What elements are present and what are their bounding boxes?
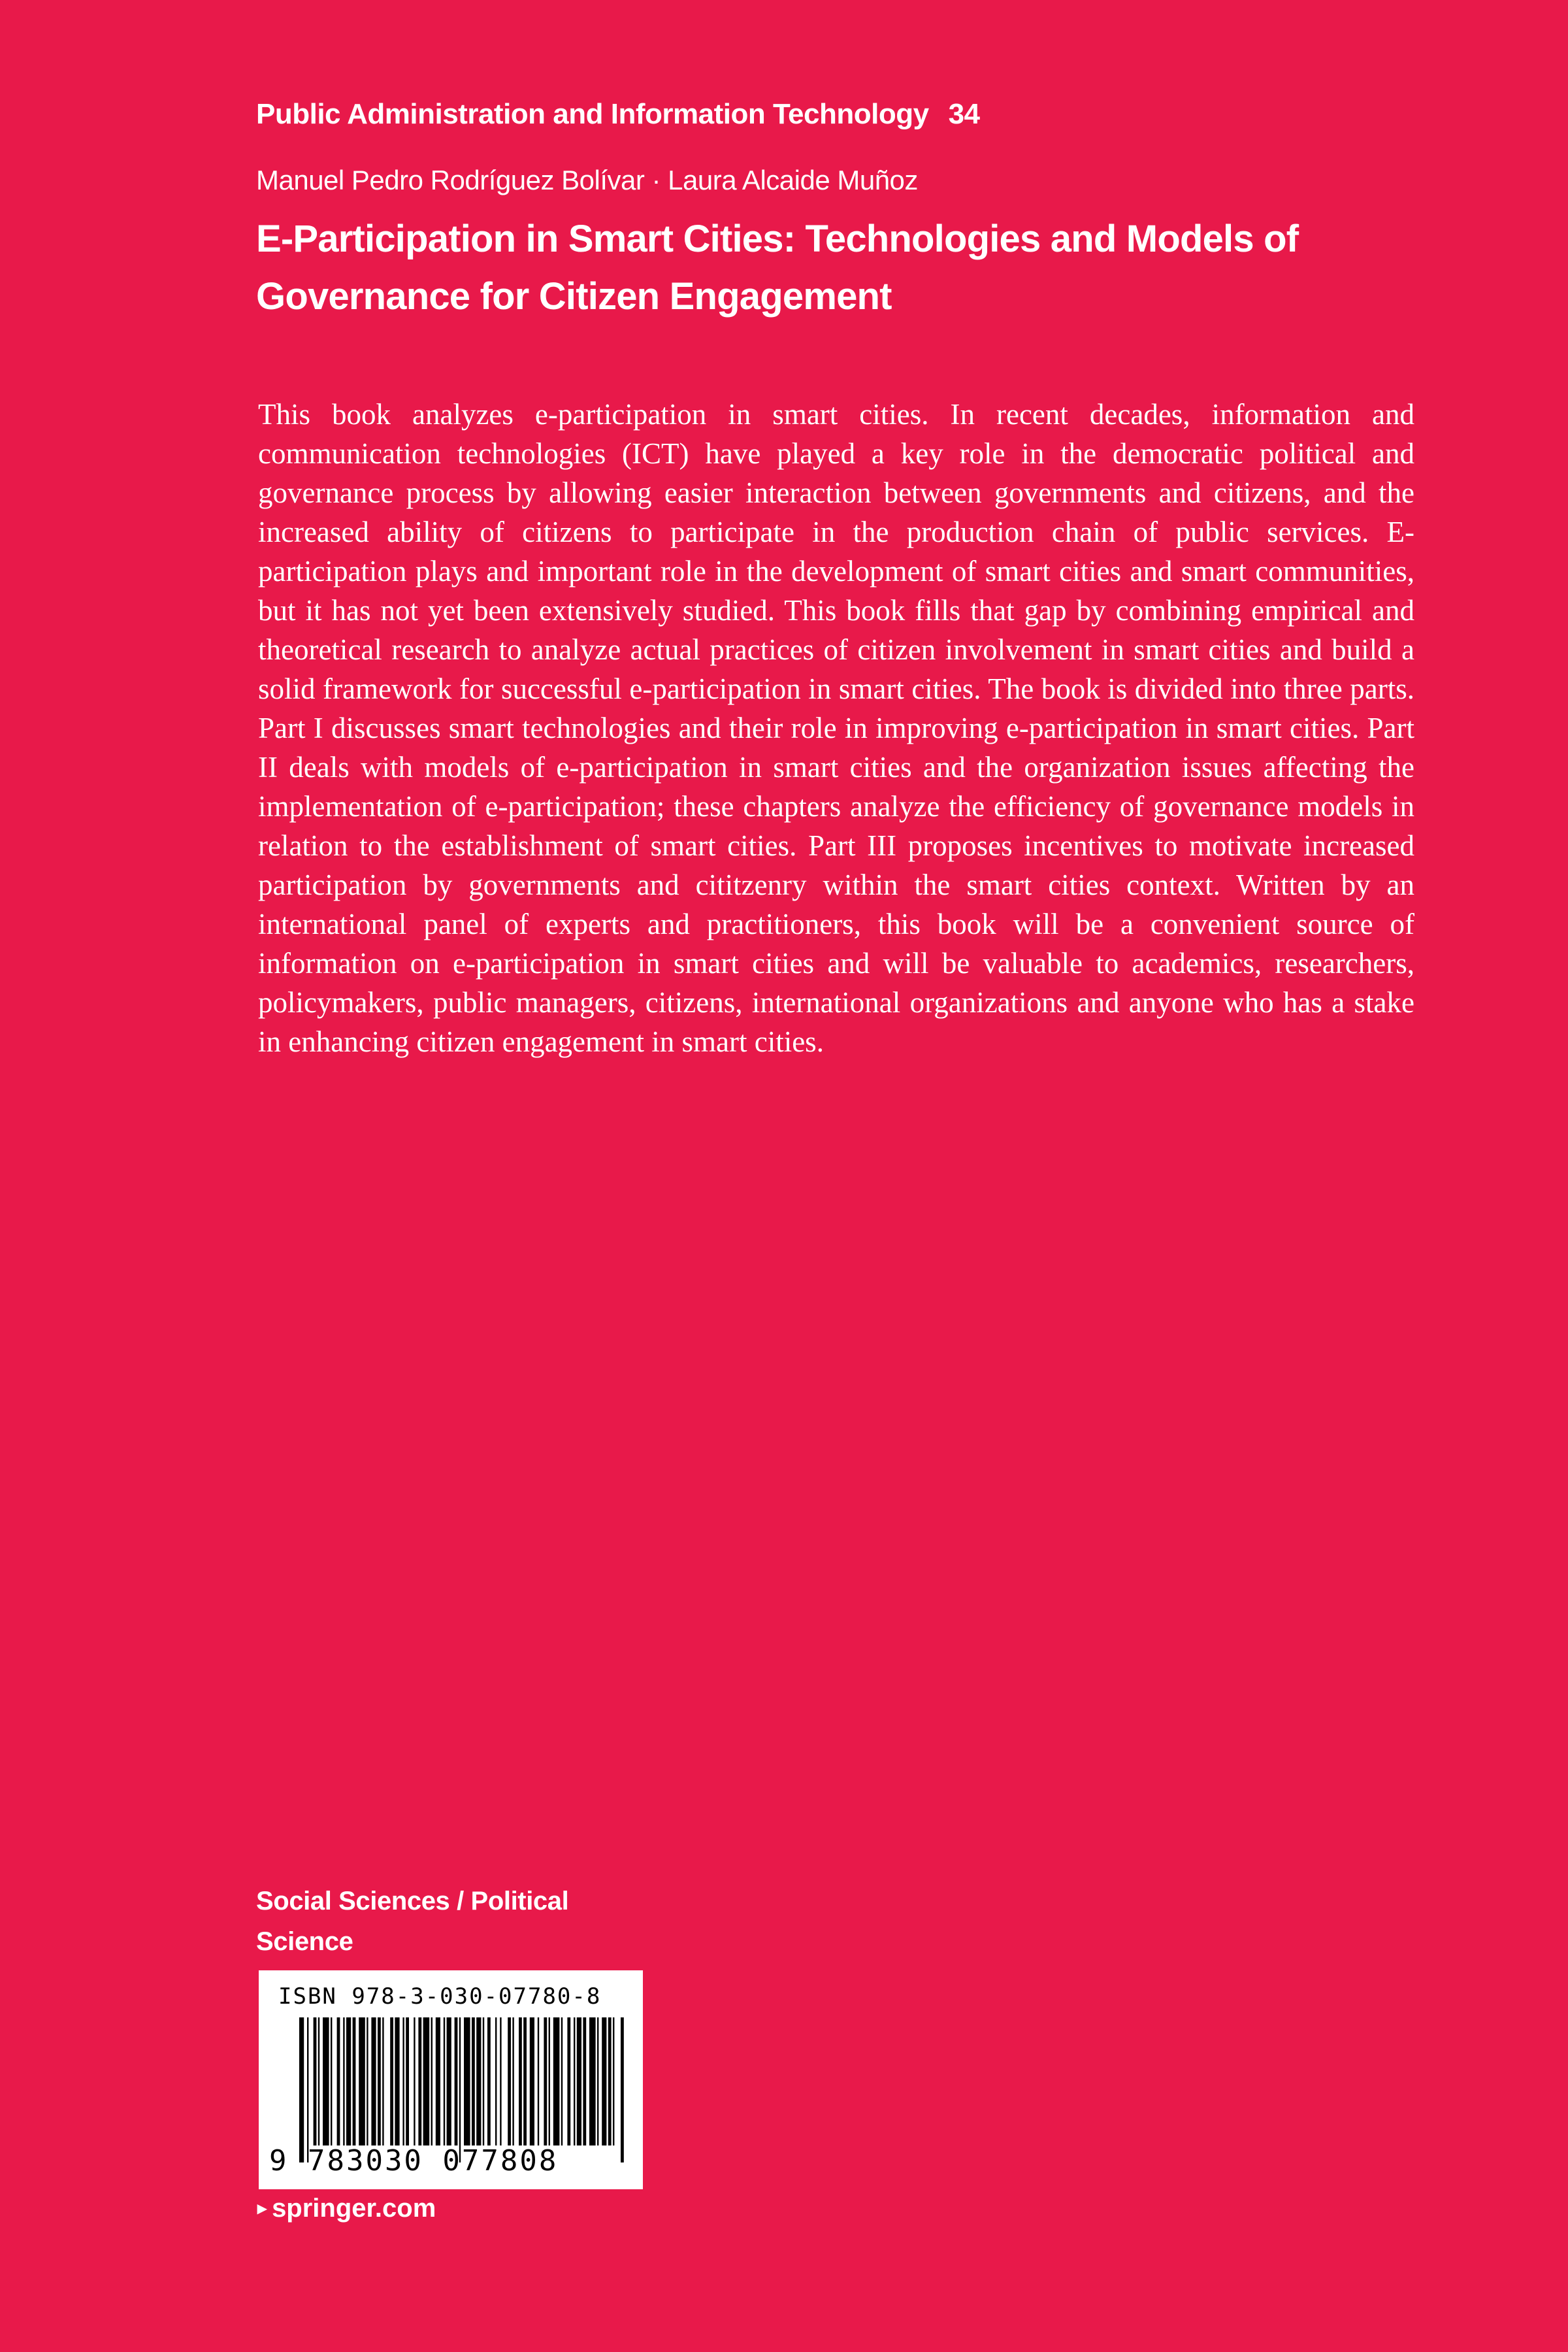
barcode-bar [299,2017,304,2162]
barcode-bar [423,2017,430,2145]
barcode-bar [597,2017,598,2145]
book-description: This book analyzes e-participation in smart cities. In recent decades, information and communication technologies (ICT) have played a key role in the democratic political and governance process by allowing easier interaction between governments and citizens, and the increased ability of citizens to participate in the production chain of public services. E-participation plays and important role in the development of smart cities and smart communities, but it has not yet been extensively studied. This book fills that gap by combining empirical and theoretical research to analyze actual practices of citizen involvement in smart cities and build a solid framework for successful e-participation in smart cities. The book is divided into three parts. Part I discusses smart technologies and their role in improving e-participation in smart cities. Part II deals with models of e-participation in smart cities and the organization issues affecting the implementation of e-participation; these chapters analyze the efficiency of governance models in relation to the establishment of smart cities. Part III proposes incentives to motivate increased participation by governments and cititzenry within the smart cities context. Written by an international panel of experts and practitioners, this book will be a convenient source of information on e-participation in smart cities and will be valuable to academics, researchers, policymakers, public managers, citizens, international organizations and anyone who has a stake in enhancing citizen engagement in smart cities. [258,398,1414,1058]
barcode-bar [371,2017,376,2145]
barcode-bar [359,2017,365,2145]
barcode-bar [483,2017,484,2145]
authors-line: Manuel Pedro Rodríguez Bolívar · Laura Alcaide Muñoz [256,165,918,195]
ean-digits: 9 783030 077808 [269,2144,559,2178]
subject-category: Social Sciences / Political Science [256,1887,569,1956]
barcode-bar [455,2017,458,2145]
barcode-bar [447,2017,451,2145]
barcode-bar [307,2017,308,2162]
barcode-bar [337,2017,340,2145]
barcode-bar [414,2017,415,2145]
barcode-bar [608,2017,612,2145]
barcode-bar [406,2017,409,2145]
barcode-bar [343,2017,344,2145]
barcode-bar [436,2017,440,2145]
barcode-bar [431,2017,433,2145]
barcode-bar [538,2017,539,2145]
barcode-bar [549,2017,550,2145]
barcode-bar [395,2017,399,2145]
barcode-bar [459,2017,461,2162]
series-volume: 34 [948,98,980,130]
series-heading [256,98,980,131]
barcode-bar [418,2017,421,2145]
barcode-bar [512,2017,514,2145]
barcode-bar [523,2017,527,2145]
barcode-bar [402,2017,404,2145]
barcode-bar [519,2017,522,2145]
barcode-bar [544,2017,547,2145]
barcode-bar [553,2017,560,2145]
barcode-bar [390,2017,393,2145]
barcode-bar [382,2017,384,2145]
barcode-bar [476,2017,481,2145]
barcode-bar [574,2017,575,2145]
book-title: E-Participation in Smart Cities: Technologies and Models of Governance for Citizen Engagement [256,218,1299,318]
barcode-bar [577,2017,581,2145]
barcode-bar [346,2017,351,2145]
barcode-bar [508,2017,511,2145]
barcode-bar [314,2017,317,2145]
barcode-bar [464,2017,470,2145]
publisher-website[interactable] [257,2194,436,2223]
website-url: springer.com [272,2194,436,2223]
barcode-bar [495,2017,497,2145]
barcode-bar [444,2017,445,2145]
barcode-bar [561,2017,563,2145]
isbn-label: ISBN 978-3-030-07780-8 [278,1983,602,2010]
barcode-bar [583,2017,586,2145]
barcode-bar [353,2017,356,2145]
arrow-icon: ▸ [257,2198,267,2218]
barcode-bar [621,2017,624,2162]
barcode-bar [378,2017,381,2145]
barcode-bar [567,2017,570,2145]
barcode-bar [613,2017,614,2145]
barcode-bar [500,2017,501,2145]
barcode-bar [323,2017,329,2145]
barcode-bar [331,2017,332,2145]
barcode-bar [367,2017,368,2145]
barcode-bar [602,2017,606,2145]
barcode-bar [530,2017,534,2145]
barcode-bar [472,2017,475,2145]
barcode-bar [487,2017,491,2145]
isbn-barcode [259,1970,643,2189]
barcode-bar [589,2017,596,2145]
series-name: Public Administration and Information Technology [256,98,929,130]
barcode-bar [318,2017,319,2145]
